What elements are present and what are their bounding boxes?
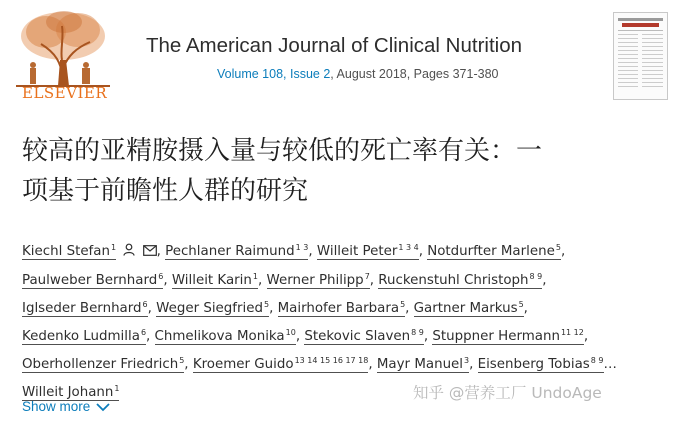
person-icon bbox=[123, 241, 135, 265]
separator: , bbox=[560, 244, 566, 259]
journal-meta bbox=[217, 67, 498, 81]
separator: , bbox=[369, 273, 379, 288]
separator: , bbox=[368, 357, 377, 372]
author-line-3 bbox=[22, 293, 662, 321]
author-link[interactable]: Kiechl Stefan$^1$ bbox=[22, 243, 117, 259]
separator: , bbox=[418, 244, 428, 259]
show-more-label: Show more bbox=[22, 399, 91, 414]
author-link[interactable]: Mayr Manuel$^3$ bbox=[376, 356, 470, 372]
separator: , bbox=[542, 273, 547, 288]
separator: , bbox=[308, 244, 317, 259]
cover-image-icon bbox=[614, 13, 667, 99]
separator: , bbox=[146, 329, 155, 344]
show-more-button[interactable] bbox=[22, 399, 110, 415]
author-link[interactable]: Pechlaner Raimund$^{1 3}$ bbox=[165, 243, 309, 259]
chevron-down-icon bbox=[96, 400, 110, 415]
author-link[interactable]: Willeit Karin$^1$ bbox=[171, 272, 258, 288]
author-line-5 bbox=[22, 349, 662, 377]
separator: , bbox=[295, 329, 305, 344]
author-link[interactable]: Mairhofer Barbara$^5$ bbox=[277, 300, 406, 316]
article-title bbox=[22, 131, 682, 211]
journal-title[interactable]: The American Journal of Clinical Nutrition bbox=[146, 34, 522, 57]
separator: , bbox=[147, 301, 157, 316]
author-link[interactable]: Notdurfter Marlene$^5$ bbox=[427, 243, 561, 259]
date-pages: , August 2018, Pages 371-380 bbox=[330, 67, 499, 81]
separator: , bbox=[184, 357, 193, 372]
author-link[interactable]: Ruckenstuhl Christoph$^{8 9}$ bbox=[378, 272, 543, 288]
separator: , bbox=[156, 244, 166, 259]
separator: , bbox=[523, 301, 528, 316]
author-list bbox=[22, 236, 662, 405]
separator: , bbox=[423, 329, 433, 344]
author-line-2 bbox=[22, 265, 662, 293]
author-link[interactable]: Gartner Markus$^5$ bbox=[413, 300, 524, 316]
volume-issue-link[interactable]: Volume 108, Issue 2 bbox=[217, 67, 331, 81]
elsevier-wordmark: ELSEVIER bbox=[22, 84, 108, 102]
author-link[interactable]: Stuppner Hermann$^{11 12}$ bbox=[432, 328, 584, 344]
author-link[interactable]: Weger Siegfried$^5$ bbox=[156, 300, 270, 316]
author-link[interactable]: Iglseder Bernhard$^6$ bbox=[22, 300, 148, 316]
author-link[interactable]: Kroemer Guido$^{13 14 15 16 17 18}$ bbox=[192, 356, 369, 372]
author-link[interactable]: Eisenberg Tobias$^{8 9}$ bbox=[477, 356, 604, 372]
author-link[interactable]: Oberhollenzer Friedrich$^5$ bbox=[22, 356, 185, 372]
author-link[interactable]: Werner Philipp$^7$ bbox=[266, 272, 370, 288]
author-link[interactable]: Paulweber Bernhard$^6$ bbox=[22, 272, 164, 288]
envelope-icon[interactable] bbox=[143, 241, 157, 265]
author-link[interactable]: Chmelikova Monika$^{10}$ bbox=[154, 328, 296, 344]
author-link[interactable]: Willeit Peter$^{1 3 4}$ bbox=[316, 243, 419, 259]
separator: , bbox=[163, 273, 172, 288]
article-title-line-1: 较高的亚精胺摄入量与较低的死亡率有关：一 bbox=[22, 136, 543, 166]
separator: , bbox=[583, 329, 589, 344]
journal-cover-thumbnail[interactable] bbox=[613, 12, 668, 100]
separator: , bbox=[257, 273, 267, 288]
author-link[interactable]: Willeit Johann$^1$ bbox=[22, 384, 120, 400]
separator: , bbox=[269, 301, 278, 316]
author-line-1 bbox=[22, 236, 662, 265]
article-title-line-2: 项基于前瞻性人群的研究 bbox=[22, 176, 309, 206]
separator: , bbox=[405, 301, 414, 316]
watermark: 知乎 @营养工厂 UndoAge bbox=[413, 384, 602, 402]
elsevier-tree-icon bbox=[16, 8, 110, 88]
author-link[interactable]: Kedenko Ludmilla$^6$ bbox=[22, 328, 147, 344]
author-link[interactable]: Stekovic Slaven$^{8 9}$ bbox=[304, 328, 424, 344]
separator: , bbox=[469, 357, 478, 372]
author-line-4 bbox=[22, 321, 662, 349]
ellipsis: … bbox=[603, 357, 617, 372]
